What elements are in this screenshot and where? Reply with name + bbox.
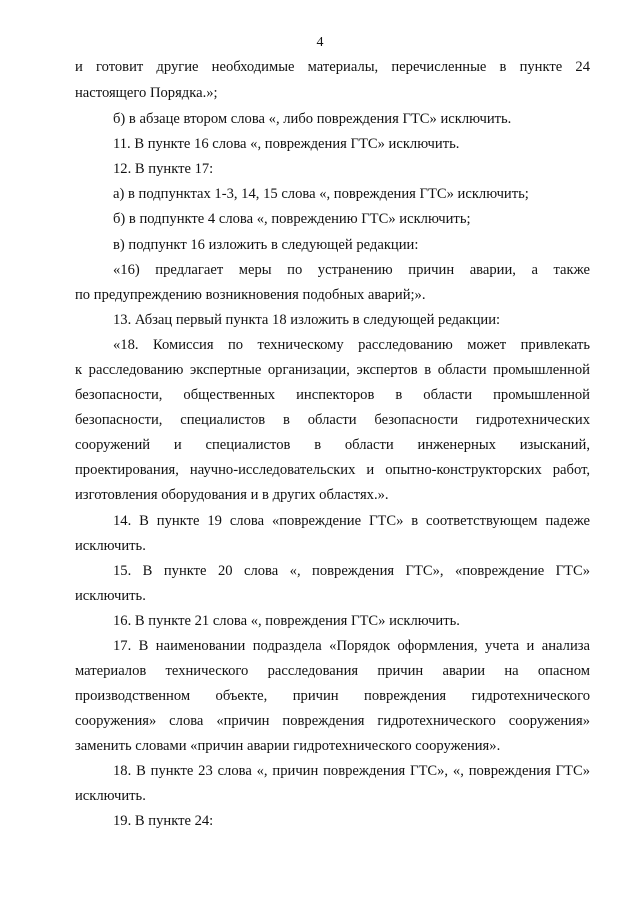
text-line: исключить.: [75, 788, 146, 804]
text-line: проектирования, научно-исследовательских и опытно-конструкторских работ,: [75, 462, 590, 478]
text-line: 12. В пункте 17:: [113, 161, 214, 177]
text-line: 16. В пункте 21 слова «, повреждения ГТС» исключить.: [113, 613, 460, 629]
page-number: 4: [316, 35, 324, 50]
text-line: сооружений и специалистов в области инженерных изысканий,: [75, 437, 590, 453]
text-line: 13. Абзац первый пункта 18 изложить в следующей редакции:: [113, 312, 501, 328]
text-line: сооружения» слова «причин повреждения гидротехнического сооружения»: [75, 713, 590, 729]
text-line: безопасности, специалистов в области безопасности гидротехнических: [75, 412, 590, 428]
text-line: в) подпункт 16 изложить в следующей редакции:: [113, 237, 419, 253]
text-line: «18. Комиссия по техническому расследованию может привлекать: [113, 337, 590, 353]
text-line: к расследованию экспертные организации, экспертов в области промышленной: [75, 362, 590, 378]
text-line: «16) предлагает меры по устранению причин аварии, а также: [113, 262, 590, 278]
text-line: а) в подпунктах 1-3, 14, 15 слова «, повреждения ГТС» исключить;: [113, 186, 529, 202]
text-line: настоящего Порядка.»;: [75, 85, 218, 101]
text-line: заменить словами «причин аварии гидротехнического сооружения».: [75, 738, 501, 754]
text-line: 15. В пункте 20 слова «, повреждения ГТС», «повреждение ГТС»: [113, 563, 590, 579]
text-line: исключить.: [75, 538, 146, 554]
text-line: 11. В пункте 16 слова «, повреждения ГТС» исключить.: [113, 136, 460, 152]
text-line: и готовит другие необходимые материалы, перечисленные в пункте 24: [75, 59, 590, 75]
text-line: изготовления оборудования и в других областях.».: [75, 487, 389, 503]
text-line: б) в абзаце втором слова «, либо повреждения ГТС» исключить.: [113, 111, 512, 127]
text-line: 14. В пункте 19 слова «повреждение ГТС» в соответствующем падеже: [113, 513, 590, 529]
text-line: материалов технического расследования причин аварии на опасном: [75, 663, 590, 679]
text-line: 17. В наименовании подраздела «Порядок оформления, учета и анализа: [113, 638, 590, 654]
text-line: б) в подпункте 4 слова «, повреждению ГТС» исключить;: [113, 211, 471, 227]
text-line: производственном объекте, причин повреждения гидротехнического: [75, 688, 590, 704]
text-line: по предупреждению возникновения подобных аварий;».: [75, 287, 426, 303]
text-line: безопасности, общественных инспекторов в области промышленной: [75, 387, 590, 403]
text-line: исключить.: [75, 588, 146, 604]
text-line: 18. В пункте 23 слова «, причин повреждения ГТС», «, повреждения ГТС»: [113, 763, 590, 779]
text-line: 19. В пункте 24:: [113, 813, 214, 829]
